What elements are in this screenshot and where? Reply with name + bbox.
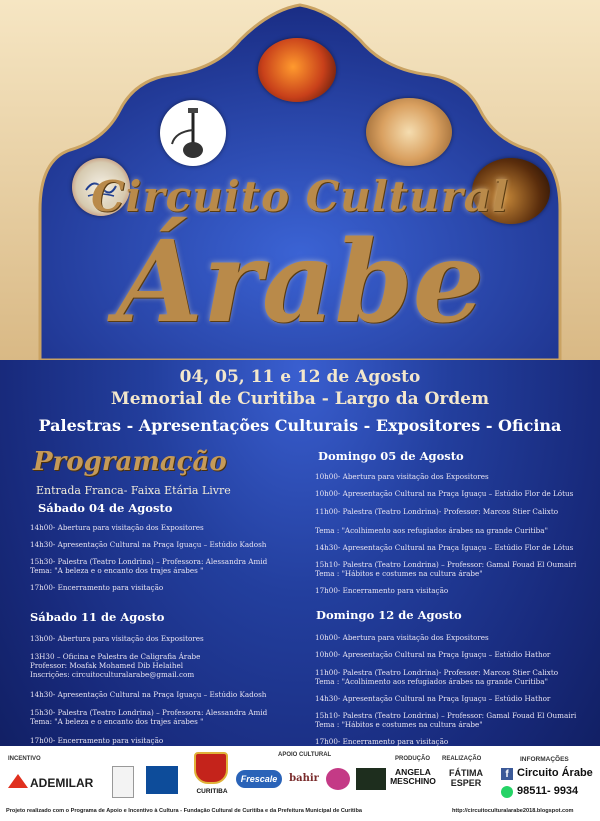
footer-url[interactable]: http://circuitoculturalarabe2018.blogspot.com xyxy=(452,808,574,814)
dancer-photo xyxy=(258,38,336,102)
schedule-item: 15h10- Palestra (Teatro Londrina) – Professor: Gamal Fouad El Oumairi Tema : "Hábitos e costumes na cultura árabe" xyxy=(315,560,577,578)
event-venue: Memorial de Curitiba - Largo da Ordem xyxy=(110,389,490,409)
schedule-item: 10h00- Apresentação Cultural na Praça Iguaçu – Estúdio Flor de Lótus xyxy=(315,489,574,498)
apoio-logo-3-icon xyxy=(326,768,350,790)
producao-label: PRODUÇÃO xyxy=(395,756,431,762)
schedule-item: 15h10- Palestra (Teatro Londrina) – Professor: Gamal Fouad El Oumairi Tema : "Hábitos e costumes na cultura árabe" xyxy=(315,711,577,729)
schedule-item: 13h00- Abertura para visitação dos Expositores xyxy=(30,634,204,643)
footer-credit: Projeto realizado com o Programa de Apoio e Incentivo à Cultura - Fundação Cultural de Curitiba e da Prefeitura Municipal de Curitiba xyxy=(6,808,362,814)
ademilar-logo-icon xyxy=(8,774,28,788)
schedule-item: 17h00- Encerramento para visitação xyxy=(315,737,449,746)
incentivo-label: INCENTIVO xyxy=(8,756,41,762)
fatima-esper-logo: FÁTIMA ESPER xyxy=(449,768,483,788)
bahir-logo: bahir xyxy=(289,773,319,784)
title-line-2: Árabe xyxy=(115,217,485,348)
facebook-icon: f xyxy=(501,768,513,780)
curitiba-label: CURITIBA xyxy=(196,788,228,795)
sponsors-footer xyxy=(0,746,600,821)
schedule-item: 11h00- Palestra (Teatro Londrina)- Professor: Marcos Stier Calixto Tema : "Acolhimento aos refugiados árabes na grande Curitiba" xyxy=(315,668,559,686)
day-sabado-04 xyxy=(30,520,300,600)
informacoes-label: INFORMAÇÕES xyxy=(520,756,569,763)
angela-meschino-logo: ANGELA MESCHINO xyxy=(390,767,436,786)
schedule-item: 17h00- Encerramento para visitação xyxy=(30,736,164,745)
apoio-logo-4-icon xyxy=(356,768,386,790)
ademilar-logo: ADEMILAR xyxy=(30,776,94,790)
hookah-photo xyxy=(160,100,226,166)
event-activities: Palestras - Apresentações Culturais - Expositores - Oficina xyxy=(38,416,562,435)
schedule-item: 11h00- Palestra (Teatro Londrina)- Professor: Marcos Stier Calixto xyxy=(315,507,559,516)
food-photo xyxy=(366,98,452,166)
schedule-item: 17h00- Encerramento para visitação xyxy=(315,586,449,595)
hookah-icon xyxy=(160,100,226,166)
schedule-item: 14h00- Abertura para visitação dos Expositores xyxy=(30,523,204,532)
whatsapp-number[interactable]: 98511- 9934 xyxy=(517,785,579,797)
day-sabado-11 xyxy=(30,632,305,747)
day-title-domingo-12: Domingo 12 de Agosto xyxy=(316,608,462,622)
schedule-item: 10h00- Apresentação Cultural na Praça Iguaçu – Estúdio Hathor xyxy=(315,650,551,659)
day-domingo-12 xyxy=(315,631,597,747)
schedule-item: 14h30- Apresentação Cultural na Praça Iguaçu – Estúdio Flor de Lótus xyxy=(315,543,574,552)
title-line-1: Circuito Cultural xyxy=(91,172,509,221)
schedule-item: Tema : "Acolhimento aos refugiados árabes na grande Curitiba" xyxy=(315,526,548,535)
schedule-item: 14h30- Apresentação Cultural na Praça Iguaçu – Estúdio Kadosh xyxy=(30,540,267,549)
schedule-item: 14h30- Apresentação Cultural na Praça Iguaçu – Estúdio Kadosh xyxy=(30,690,267,699)
schedule-item: 14h30- Apresentação Cultural na Praça Iguaçu – Estúdio Hathor xyxy=(315,694,551,703)
curitiba-crest-icon xyxy=(194,752,228,784)
programacao-subheading: Entrada Franca- Faixa Etária Livre xyxy=(36,484,231,497)
schedule-item: 10h00- Abertura para visitação dos Expositores xyxy=(315,633,489,642)
event-dates: 04, 05, 11 e 12 de Agosto xyxy=(179,367,421,387)
schedule-item: 15h30- Palestra (Teatro Londrina) – Professora: Alessandra Amid Tema: "A beleza e o encanto dos trajes árabes " xyxy=(30,557,268,575)
schedule-item: 10h00- Abertura para visitação dos Expositores xyxy=(315,472,489,481)
sponsor-badge-icon xyxy=(112,766,134,798)
whatsapp-icon xyxy=(501,786,513,798)
schedule-item: 13H30 – Oficina e Palestra de Caligrafia Árabe Professor: Moafak Mohamed Dib Helaihel Inscrições: circuitoculturalarabe@gmail.com xyxy=(30,652,201,679)
schedule-item: 17h00- Encerramento para visitação xyxy=(30,583,164,592)
realizacao-label: REALIZAÇÃO xyxy=(442,756,482,762)
day-title-sabado-11: Sábado 11 de Agosto xyxy=(30,610,165,624)
programacao-heading: Programação xyxy=(33,447,227,477)
facebook-page[interactable]: Circuito Árabe xyxy=(517,767,593,779)
sponsor-lei-icon xyxy=(146,766,178,794)
schedule-item: 15h30- Palestra (Teatro Londrina) – Professora: Alessandra Amid Tema: "A beleza e o encanto dos trajes árabes " xyxy=(30,708,268,726)
day-title-domingo-05: Domingo 05 de Agosto xyxy=(318,449,464,463)
day-title-sabado-04: Sábado 04 de Agosto xyxy=(38,501,173,515)
day-domingo-05 xyxy=(315,470,595,600)
frescale-logo: Frescale xyxy=(236,770,282,788)
apoio-label: APOIO CULTURAL xyxy=(278,752,332,758)
